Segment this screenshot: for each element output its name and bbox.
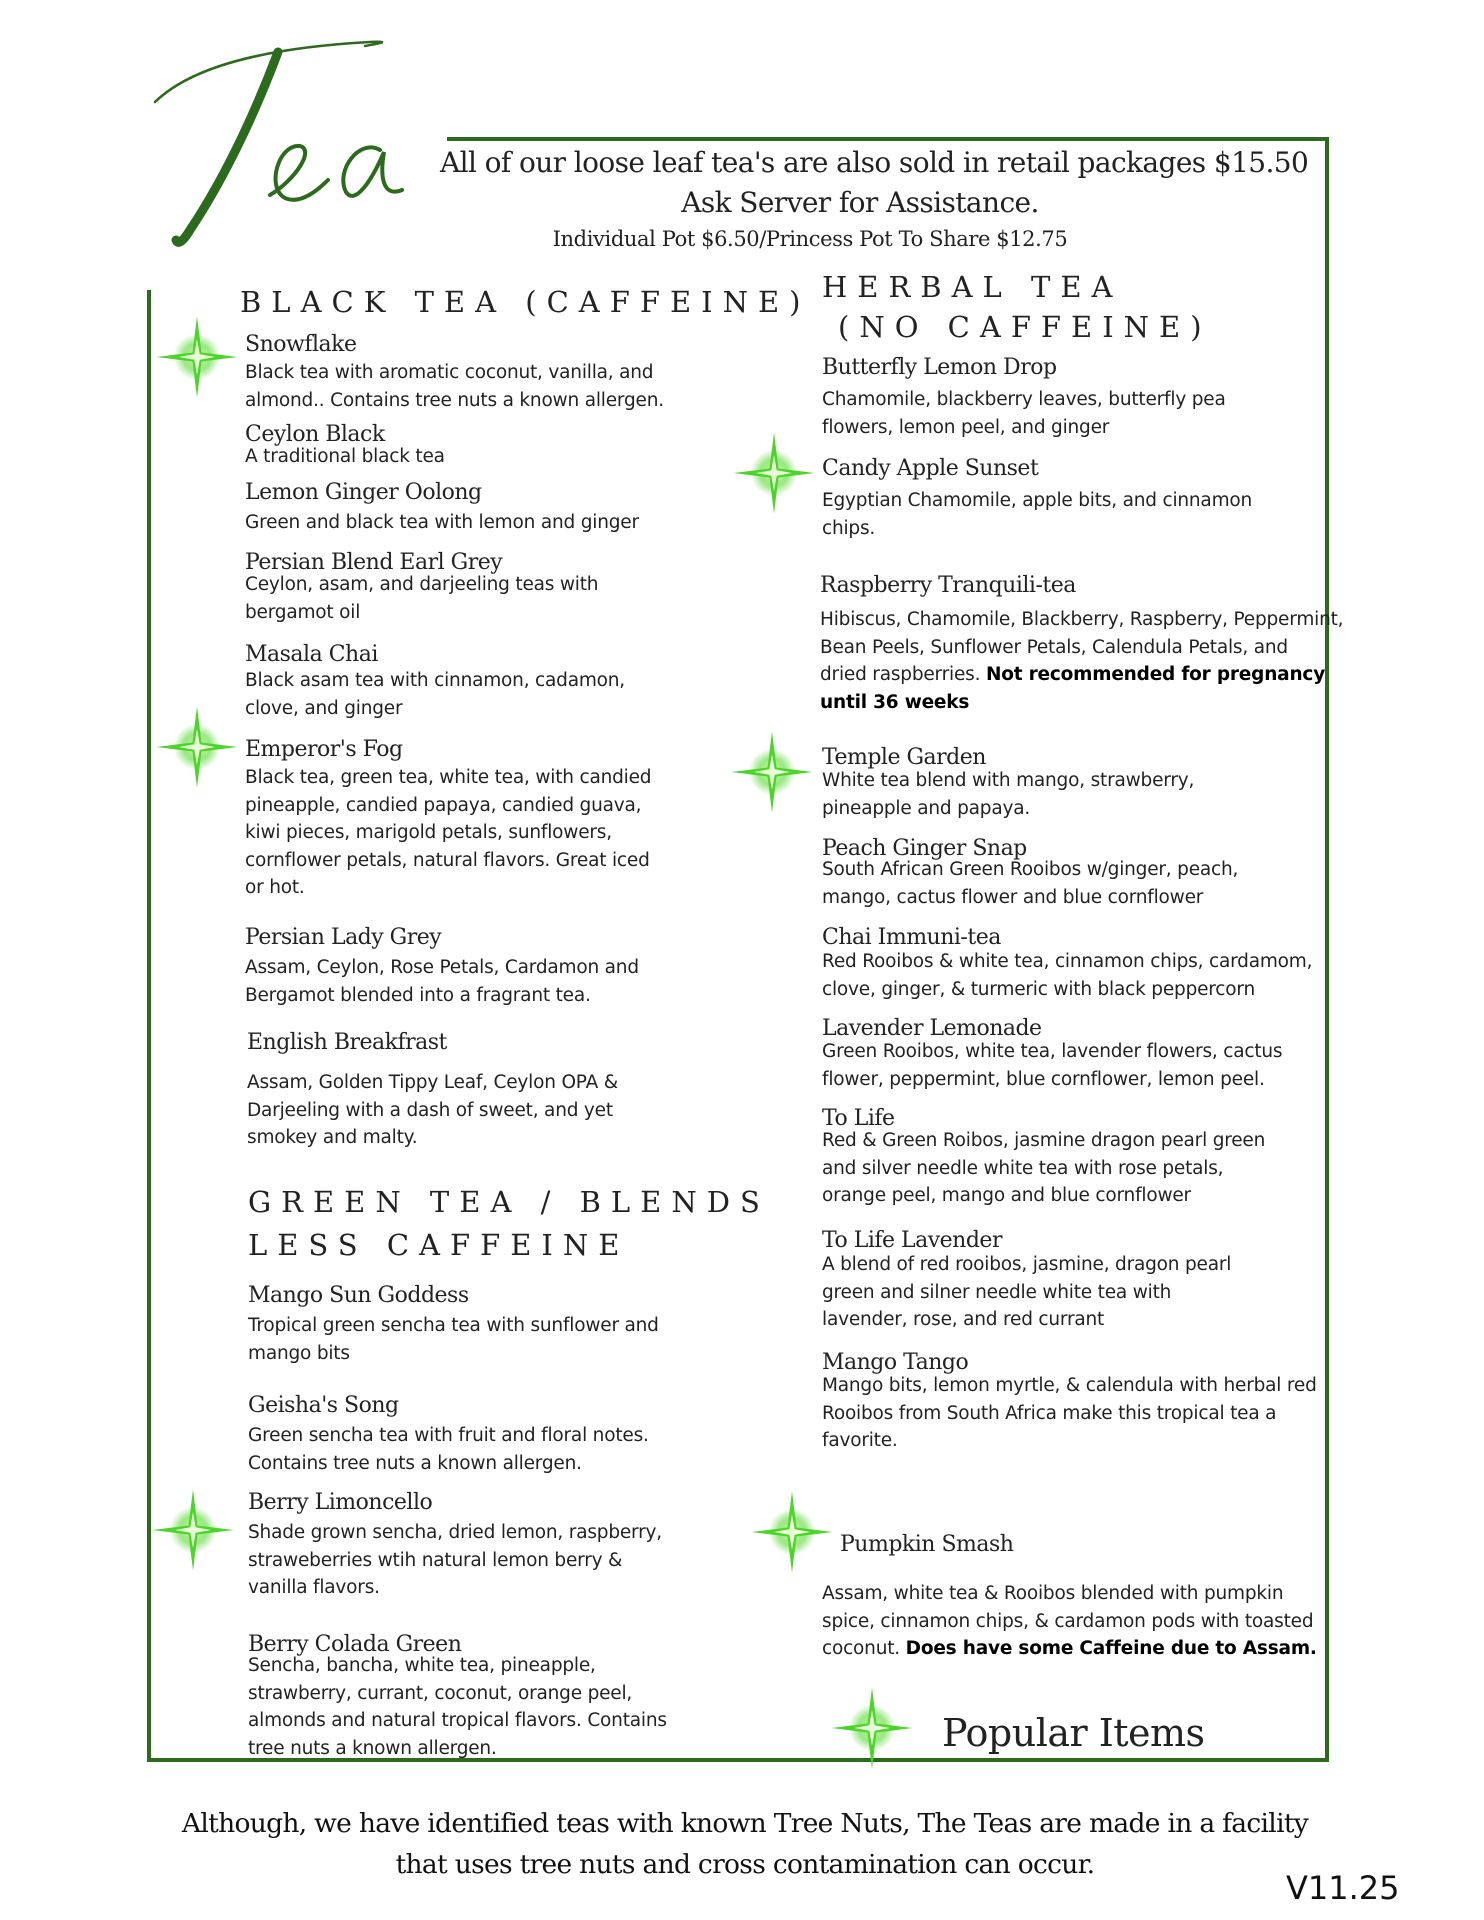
desc-line: lavender, rose, and red currant: [822, 1309, 1105, 1330]
item-name: Snowflake: [245, 332, 357, 357]
ask-server-note: Ask Server for Assistance.: [681, 186, 1039, 219]
menu-item-temple-garden: [822, 745, 1194, 822]
menu-item-snowflake: [245, 332, 664, 414]
desc-line: Green sencha tea with fruit and floral notes.: [248, 1425, 649, 1446]
item-name: Chai Immuni-tea: [822, 925, 1001, 950]
item-name: Lavender Lemonade: [822, 1016, 1042, 1041]
menu-item-geishas-song: [248, 1393, 649, 1477]
version-label: V11.25: [1286, 1869, 1400, 1907]
legend-star-icon: [827, 1683, 917, 1773]
item-description: [245, 667, 625, 722]
desc-line: Bergamot blended into a fragrant tea.: [245, 984, 591, 1006]
item-description: [248, 1422, 649, 1477]
item-description: [245, 443, 445, 471]
desc-line: Green and black tea with lemon and ginger: [245, 512, 639, 533]
menu-item-pumpkin-smash-title: [840, 1532, 1013, 1557]
frame-top-border: [447, 137, 1329, 141]
item-name: Lemon Ginger Oolong: [245, 480, 482, 505]
item-name: Peach Ginger Snap: [822, 836, 1027, 861]
pregnancy-warning: Not recommended for pregnancy: [985, 664, 1326, 685]
popular-star-icon: [148, 1485, 238, 1575]
desc-line: Bean Peels, Sunflower Petals, Calendula Petals, and: [820, 636, 1288, 658]
desc-line: or hot.: [245, 877, 305, 898]
desc-line: almonds and natural tropical flavors. Contains: [248, 1710, 667, 1731]
pot-pricing: Individual Pot $6.50/Princess Pot To Share $12.75: [552, 227, 1068, 251]
desc-line: Red & Green Roibos, jasmine dragon pearl green: [822, 1130, 1266, 1151]
menu-item-candy-apple-sunset: [822, 456, 1252, 542]
no-caffeine-heading: (NO CAFFEINE): [838, 310, 1212, 344]
menu-item-persian-blend-earl-grey: [245, 550, 598, 626]
desc-line: Black tea, green tea, white tea, with candied: [245, 767, 652, 788]
desc-line: Black asam tea with cinnamon, cadamon,: [245, 670, 625, 691]
item-description: [822, 948, 1312, 1003]
menu-item-pumpkin-smash-description: [822, 1580, 1317, 1663]
item-name: Mango Tango: [822, 1350, 969, 1375]
menu-item-ceylon-black: [245, 422, 445, 471]
desc-line: [820, 661, 1343, 689]
desc-line: mango bits: [248, 1342, 350, 1364]
item-description: [248, 1652, 667, 1762]
desc-line: almond.. Contains tree nuts a known allergen.: [245, 389, 664, 411]
desc-line: Tropical green sencha tea with sunflower and: [248, 1315, 659, 1336]
item-description: [822, 1372, 1317, 1455]
item-description: [245, 509, 639, 537]
desc-line: Darjeeling with a dash of sweet, and yet: [247, 1099, 613, 1121]
menu-item-berry-limoncello: [248, 1490, 662, 1602]
item-name: Raspberry Tranquili-tea: [820, 573, 1076, 598]
menu-item-english-breakfast: [247, 1030, 618, 1152]
item-description: [245, 359, 664, 414]
item-name: To Life Lavender: [822, 1228, 1002, 1253]
desc-line: pineapple, candied papaya, candied guava,: [245, 794, 642, 816]
desc-line: Green Rooibos, white tea, lavender flowers, cactus: [822, 1041, 1283, 1062]
desc-line: clove, ginger, & turmeric with black peppercorn: [822, 978, 1255, 1000]
menu-item-mango-tango: [822, 1350, 1317, 1455]
item-description: [248, 1519, 662, 1602]
desc-line: Rooibos from South Africa make this tropical tea a: [822, 1402, 1277, 1424]
desc-line: South African Green Rooibos w/ginger, peach,: [822, 859, 1239, 880]
desc-line: Assam, Golden Tippy Leaf, Ceylon OPA &: [247, 1072, 618, 1093]
desc-line: A blend of red rooibos, jasmine, dragon pearl: [822, 1254, 1232, 1275]
menu-item-raspberry-tranquili-tea: [820, 573, 1343, 716]
desc-line: favorite.: [822, 1430, 898, 1451]
menu-item-masala-chai: [245, 642, 625, 722]
item-description: [245, 571, 598, 626]
desc-line: Contains tree nuts a known allergen.: [248, 1452, 582, 1474]
desc-line: Hibiscus, Chamomile, Blackberry, Raspberry, Peppermint,: [820, 609, 1344, 630]
desc-line: Egyptian Chamomile, apple bits, and cinnamon: [822, 490, 1253, 511]
tea-script-logo: [150, 30, 470, 260]
desc-line: Mango bits, lemon myrtle, & calendula with herbal red: [822, 1375, 1317, 1396]
menu-item-mango-sun-goddess: [248, 1283, 659, 1367]
allergen-disclaimer-line2: that uses tree nuts and cross contamination can occur.: [395, 1849, 1095, 1880]
desc-line: tree nuts a known allergen.: [248, 1737, 497, 1759]
menu-item-berry-colada-green: [248, 1632, 667, 1762]
pregnancy-warning: until 36 weeks: [820, 691, 970, 713]
item-name: Candy Apple Sunset: [822, 456, 1039, 481]
desc-line: cornflower petals, natural flavors. Great iced: [245, 849, 650, 871]
item-name: Persian Lady Grey: [245, 925, 442, 950]
desc-line: kiwi pieces, marigold petals, sunflowers,: [245, 822, 612, 843]
desc-line: strawberry, currant, coconut, orange peel,: [248, 1682, 633, 1704]
menu-item-emperors-fog: [245, 737, 651, 902]
desc-line: vanilla flavors.: [248, 1577, 380, 1598]
menu-item-butterfly-lemon-drop: [822, 355, 1226, 441]
desc-line: Sencha, bancha, white tea, pineapple,: [248, 1655, 596, 1676]
item-description: [822, 856, 1238, 911]
item-description: [822, 1251, 1231, 1334]
desc-line: [822, 1635, 1317, 1663]
item-description: [822, 1038, 1282, 1093]
desc-line: flowers, lemon peel, and ginger: [822, 416, 1110, 438]
desc-line: chips.: [822, 517, 876, 539]
popular-star-icon: [729, 428, 819, 518]
desc-line: clove, and ginger: [245, 697, 403, 719]
desc-line: smokey and malty.: [247, 1127, 418, 1148]
desc-line: A traditional black tea: [245, 446, 445, 467]
item-name: Persian Blend Earl Grey: [245, 550, 503, 575]
desc-line: straweberries wtih natural lemon berry &: [248, 1549, 623, 1571]
menu-item-chai-immuni-tea: [822, 925, 1312, 1003]
desc-line: flower, peppermint, blue cornflower, lemon peel.: [822, 1068, 1265, 1090]
desc-line: Shade grown sencha, dried lemon, raspberry,: [248, 1522, 662, 1543]
herbal-tea-heading: HERBAL TEA: [822, 270, 1123, 304]
desc-line: spice, cinnamon chips, & cardamon pods with toasted: [822, 1610, 1314, 1632]
black-tea-heading: BLACK TEA (CAFFEINE): [240, 285, 811, 319]
desc-line: White tea blend with mango, strawberry,: [822, 770, 1195, 791]
menu-item-persian-lady-grey: [245, 925, 639, 1009]
desc-line: mango, cactus flower and blue cornflower: [822, 886, 1204, 908]
item-name: Masala Chai: [245, 642, 378, 667]
item-name: Berry Limoncello: [248, 1490, 433, 1515]
menu-item-peach-ginger-snap: [822, 836, 1238, 911]
desc-line: Chamomile, blackberry leaves, butterfly pea: [822, 389, 1226, 410]
popular-star-icon: [727, 727, 817, 817]
item-name: Geisha's Song: [248, 1393, 399, 1418]
desc-line: Red Rooibos & white tea, cinnamon chips, cardamom,: [822, 951, 1313, 972]
menu-item-to-life: [822, 1106, 1265, 1210]
menu-item-lavender-lemonade: [822, 1016, 1282, 1093]
popular-star-icon: [747, 1487, 837, 1577]
less-caffeine-heading: LESS CAFFEINE: [248, 1228, 630, 1262]
menu-item-lemon-ginger-oolong: [245, 480, 639, 537]
item-description: [820, 606, 1343, 716]
item-name: Temple Garden: [822, 745, 986, 770]
item-description: [245, 764, 651, 902]
desc-line: Assam, Ceylon, Rose Petals, Cardamon and: [245, 957, 639, 978]
desc-text: coconut.: [822, 1638, 906, 1659]
item-name: Mango Sun Goddess: [248, 1283, 469, 1308]
menu-item-to-life-lavender: [822, 1228, 1231, 1334]
popular-items-legend: Popular Items: [942, 1711, 1205, 1755]
item-description: [822, 1127, 1265, 1210]
desc-line: bergamot oil: [245, 601, 361, 623]
desc-line: Black tea with aromatic coconut, vanilla, and: [245, 362, 654, 383]
popular-star-icon: [152, 702, 242, 792]
desc-line: orange peel, mango and blue cornflower: [822, 1185, 1191, 1206]
item-description: [248, 1312, 659, 1367]
item-name: English Breakfrast: [247, 1030, 447, 1055]
desc-line: and silver needle white tea with rose petals,: [822, 1157, 1224, 1179]
retail-packages-note: All of our loose leaf tea's are also sold in retail packages $15.50: [440, 146, 1309, 179]
item-name: Pumpkin Smash: [840, 1532, 1014, 1557]
desc-line: Assam, white tea & Rooibos blended with pumpkin: [822, 1583, 1284, 1604]
allergen-disclaimer-line1: Although, we have identified teas with known Tree Nuts, The Teas are made in a facility: [181, 1808, 1309, 1839]
popular-star-icon: [152, 312, 242, 402]
desc-text: dried raspberries.: [820, 664, 986, 685]
green-tea-heading: GREEN TEA / BLENDS: [248, 1185, 770, 1219]
desc-line: Ceylon, asam, and darjeeling teas with: [245, 574, 599, 595]
item-description: [822, 386, 1226, 441]
item-name: Butterfly Lemon Drop: [822, 355, 1057, 380]
item-name: Berry Colada Green: [248, 1632, 462, 1657]
item-name: To Life: [822, 1106, 895, 1131]
frame-right-border: [1325, 137, 1329, 1761]
item-description: [822, 487, 1252, 542]
item-description: [247, 1069, 618, 1152]
desc-line: green and silner needle white tea with: [822, 1281, 1172, 1303]
item-name: Emperor's Fog: [245, 737, 403, 762]
desc-line: pineapple and papaya.: [822, 797, 1031, 819]
item-description: [245, 954, 639, 1009]
caffeine-warning: Does have some Caffeine due to Assam.: [905, 1638, 1317, 1659]
item-name: Ceylon Black: [245, 422, 385, 447]
item-description: [822, 767, 1194, 822]
